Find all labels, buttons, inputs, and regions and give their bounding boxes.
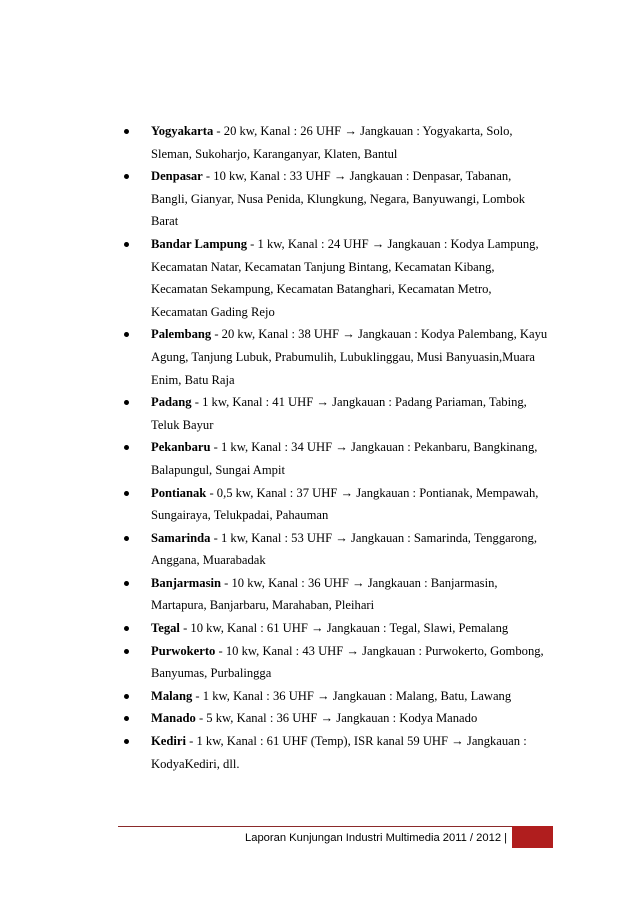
- list-item: [151, 233, 551, 323]
- station-details: - 0,5 kw, Kanal : 37 UHF → Jangkauan : Pontianak, Mempawah, Sungairaya, Telukpadai, Pahauman: [151, 485, 539, 523]
- station-details: - 10 kw, Kanal : 36 UHF → Jangkauan : Banjarmasin, Martapura, Banjarbaru, Marahaban, Pleihari: [151, 575, 498, 613]
- station-details: - 1 kw, Kanal : 24 UHF → Jangkauan : Kodya Lampung, Kecamatan Natar, Kecamatan Tanjung Bintang, Kecamatan Kibang, Kecamatan Sekampung, Kecamatan Batanghari, Kecamatan Metro, Kecamatan Gading Rejo: [151, 236, 539, 319]
- city-name: Malang: [151, 688, 193, 703]
- list-item: [151, 527, 551, 572]
- list-item: [151, 436, 551, 481]
- station-details: - 10 kw, Kanal : 43 UHF → Jangkauan : Purwokerto, Gombong, Banyumas, Purbalingga: [151, 643, 544, 681]
- list-item: [151, 323, 551, 391]
- list-item: [151, 391, 551, 436]
- city-name: Pekanbaru: [151, 440, 211, 455]
- bullet-icon: [124, 242, 129, 247]
- page-number-box: [512, 826, 553, 848]
- station-details: - 1 kw, Kanal : 34 UHF → Jangkauan : Pekanbaru, Bangkinang, Balapungul, Sungai Ampit: [151, 440, 538, 477]
- station-details: - 20 kw, Kanal : 38 UHF → Jangkauan : Kodya Palembang, Kayu Agung, Tanjung Lubuk, Prabumulih, Lubuklinggau, Musi Banyuasin,Muara Enim, Batu Raja: [151, 327, 548, 387]
- bullet-icon: [124, 174, 129, 179]
- city-name: Bandar Lampung: [151, 236, 248, 251]
- city-name: Kediri: [151, 734, 186, 749]
- city-name: Tegal: [151, 621, 180, 636]
- station-details: - 20 kw, Kanal : 26 UHF → Jangkauan : Yogyakarta, Solo, Sleman, Sukoharjo, Karanganyar, Klaten, Bantul: [151, 124, 513, 161]
- footer-divider: [118, 826, 512, 827]
- list-item: [151, 617, 551, 640]
- list-item: [151, 165, 551, 233]
- city-name: Yogyakarta: [151, 124, 214, 138]
- list-item: [151, 572, 551, 617]
- station-details: - 5 kw, Kanal : 36 UHF → Jangkauan : Kodya Manado: [195, 711, 478, 726]
- city-name: Palembang: [151, 327, 212, 342]
- station-details: - 1 kw, Kanal : 36 UHF → Jangkauan : Malang, Batu, Lawang: [192, 688, 512, 703]
- list-item: [151, 730, 551, 775]
- list-item: [151, 707, 551, 730]
- city-name: Manado: [151, 711, 196, 726]
- city-name: Pontianak: [151, 485, 207, 500]
- bullet-icon: [124, 581, 129, 586]
- station-details: - 1 kw, Kanal : 41 UHF → Jangkauan : Padang Pariaman, Tabing, Teluk Bayur: [151, 395, 527, 432]
- list-item: [151, 482, 551, 527]
- list-item: [151, 640, 551, 685]
- bullet-icon: [124, 332, 129, 337]
- station-details: - 10 kw, Kanal : 61 UHF → Jangkauan : Tegal, Slawi, Pemalang: [179, 621, 509, 636]
- station-details: - 10 kw, Kanal : 33 UHF → Jangkauan : Denpasar, Tabanan, Bangli, Gianyar, Nusa Penida, Klungkung, Negara, Banyuwangi, Lombok Barat: [151, 169, 526, 229]
- bullet-icon: [124, 400, 129, 405]
- bullet-icon: [124, 716, 129, 721]
- station-details: - 1 kw, Kanal : 61 UHF (Temp), ISR kanal 59 UHF → Jangkauan : KodyaKediri, dll.: [151, 734, 527, 771]
- station-details: - 1 kw, Kanal : 53 UHF → Jangkauan : Samarinda, Tenggarong, Anggana, Muarabadak: [151, 530, 537, 568]
- footer-text: Laporan Kunjungan Industri Multimedia 2011 / 2012 |: [245, 832, 508, 844]
- bullet-icon: [124, 445, 129, 450]
- city-name: Denpasar: [151, 169, 203, 184]
- city-name: Banjarmasin: [151, 575, 221, 590]
- bullet-icon: [124, 129, 129, 134]
- city-name: Padang: [151, 395, 192, 410]
- station-list: [151, 120, 551, 775]
- list-item: [151, 685, 551, 708]
- bullet-icon: [124, 649, 129, 654]
- bullet-icon: [124, 491, 129, 496]
- bullet-icon: [124, 739, 129, 744]
- bullet-icon: [124, 626, 129, 631]
- bullet-icon: [124, 694, 129, 699]
- list-item: [151, 120, 551, 165]
- city-name: Samarinda: [151, 530, 211, 545]
- bullet-icon: [124, 536, 129, 541]
- city-name: Purwokerto: [151, 643, 216, 658]
